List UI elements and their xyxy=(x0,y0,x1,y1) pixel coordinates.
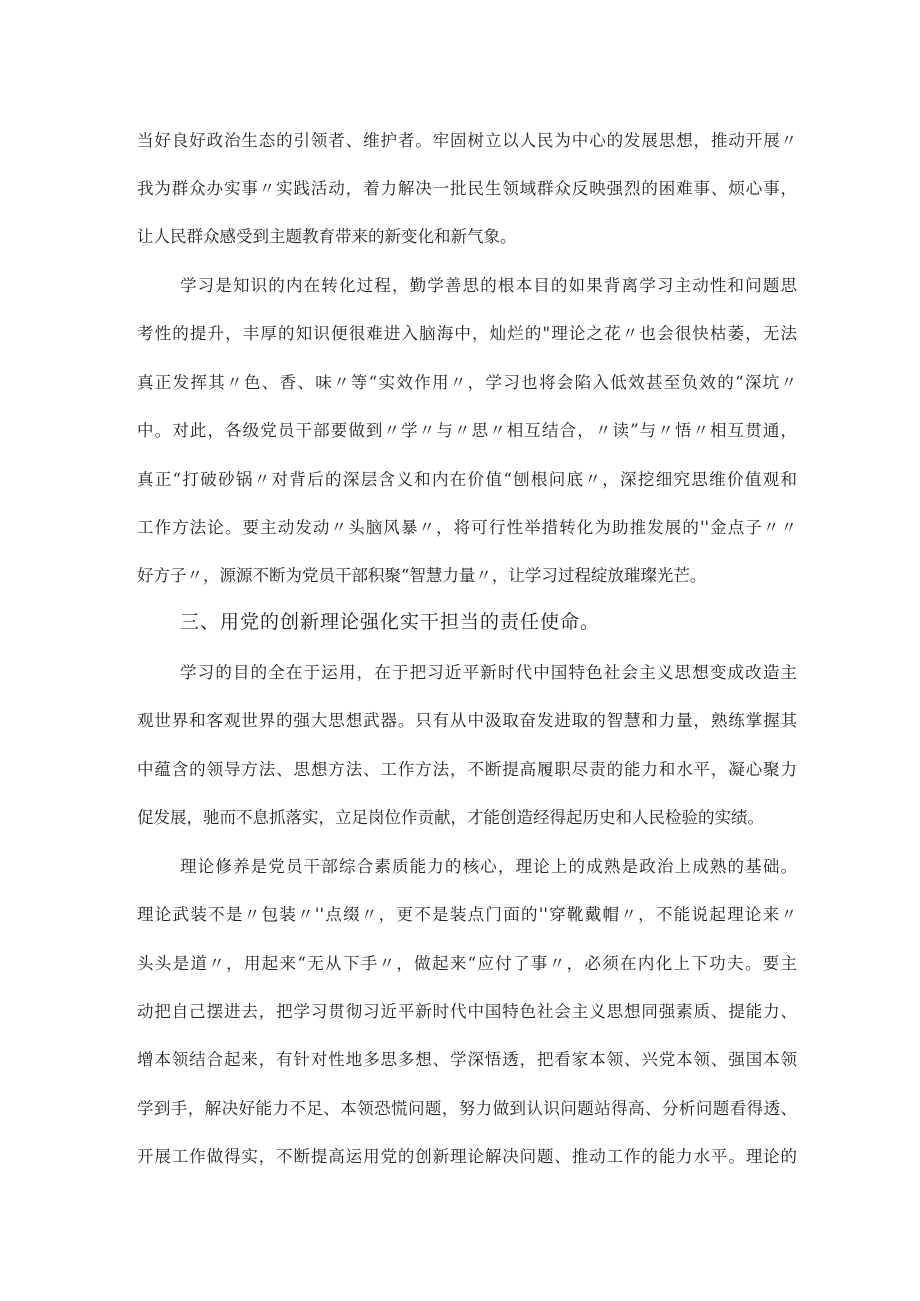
paragraph-2-line-5: 真正“打破砂锅〃对背后的深层含义和内在价值“刨根问底〃，深挖细究思维价值观和 xyxy=(137,470,797,489)
paragraph-3-line-2: 观世界和客观世界的强大思想武器。只有从中汲取奋发进取的智慧和力量，熟练掌握其 xyxy=(137,711,797,730)
paragraph-4-line-1: 理论修养是党员干部综合素质能力的核心，理论上的成熟是政治上成熟的基础。 xyxy=(180,857,797,876)
paragraph-3-line-4: 促发展，驰而不息抓落实，立足岗位作贡献，才能创造经得起历史和人民检验的实绩。 xyxy=(137,808,764,827)
paragraph-2-line-6: 工作方法论。要主动发动〃头脑风暴〃，将可行性举措转化为助推发展的''金点子〃〃 xyxy=(137,518,797,537)
paragraph-1-line-2: 我为群众办实事〃实践活动，着力解决一批民生领域群众反映强烈的困难事、烦心事， xyxy=(137,179,797,198)
paragraph-4-line-2: 理论武装不是〃包装〃''点缀〃，更不是装点门面的''穿靴戴帽〃，不能说起理论来〃 xyxy=(137,905,797,924)
paragraph-4-line-4: 动把自己摆进去，把学习贯彻习近平新时代中国特色社会主义思想同强素质、提能力、 xyxy=(137,1002,797,1021)
paragraph-4-line-7: 开展工作做得实，不断提高运用党的创新理论解决问题、推动工作的能力水平。理论的 xyxy=(137,1147,797,1166)
paragraph-4-line-5: 增本领结合起来，有针对性地多思多想、学深悟透，把看家本领、兴党本领、强国本领 xyxy=(137,1050,797,1069)
section-heading: 三、用党的创新理论强化实干担当的责任使命。 xyxy=(180,611,601,633)
paragraph-3-line-3: 中蕴含的领导方法、思想方法、工作方法，不断提高履职尽责的能力和水平，凝心聚力 xyxy=(137,760,797,779)
paragraph-1-line-3: 让人民群众感受到主题教育带来的新变化和新气象。 xyxy=(137,227,517,246)
paragraph-2-line-2: 考性的提升，丰厚的知识便很难进入脑海中，灿烂的"理论之花〃也会很快枯萎，无法 xyxy=(137,324,797,343)
paragraph-2-line-7: 好方子〃，源源不断为党员干部积聚“智慧力量〃，让学习过程绽放璀璨光芒。 xyxy=(137,566,707,585)
paragraph-2-line-4: 中。对此，各级党员干部要做到〃学〃与〃思〃相互结合，〃读”与〃悟〃相互贯通， xyxy=(137,421,797,440)
paragraph-4-line-6: 学到手，解决好能力不足、本领恐慌问题，努力做到认识问题站得高、分析问题看得透、 xyxy=(137,1099,797,1118)
paragraph-2-line-3: 真正发挥其〃色、香、味〃等“实效作用〃，学习也将会陷入低效甚至负效的“深坑〃 xyxy=(137,373,797,392)
paragraph-1-line-1: 当好良好政治生态的引领者、维护者。牢固树立以人民为中心的发展思想，推动开展〃 xyxy=(137,131,797,150)
paragraph-2-line-1: 学习是知识的内在转化过程，勤学善思的根本目的如果背离学习主动性和问题思 xyxy=(180,276,797,295)
paragraph-3-line-1: 学习的目的全在于运用，在于把习近平新时代中国特色社会主义思想变成改造主 xyxy=(180,663,797,682)
paragraph-4-line-3: 头头是道〃，用起来“无从下手〃，做起来“应付了事〃，必须在内化上下功夫。要主 xyxy=(137,954,797,973)
